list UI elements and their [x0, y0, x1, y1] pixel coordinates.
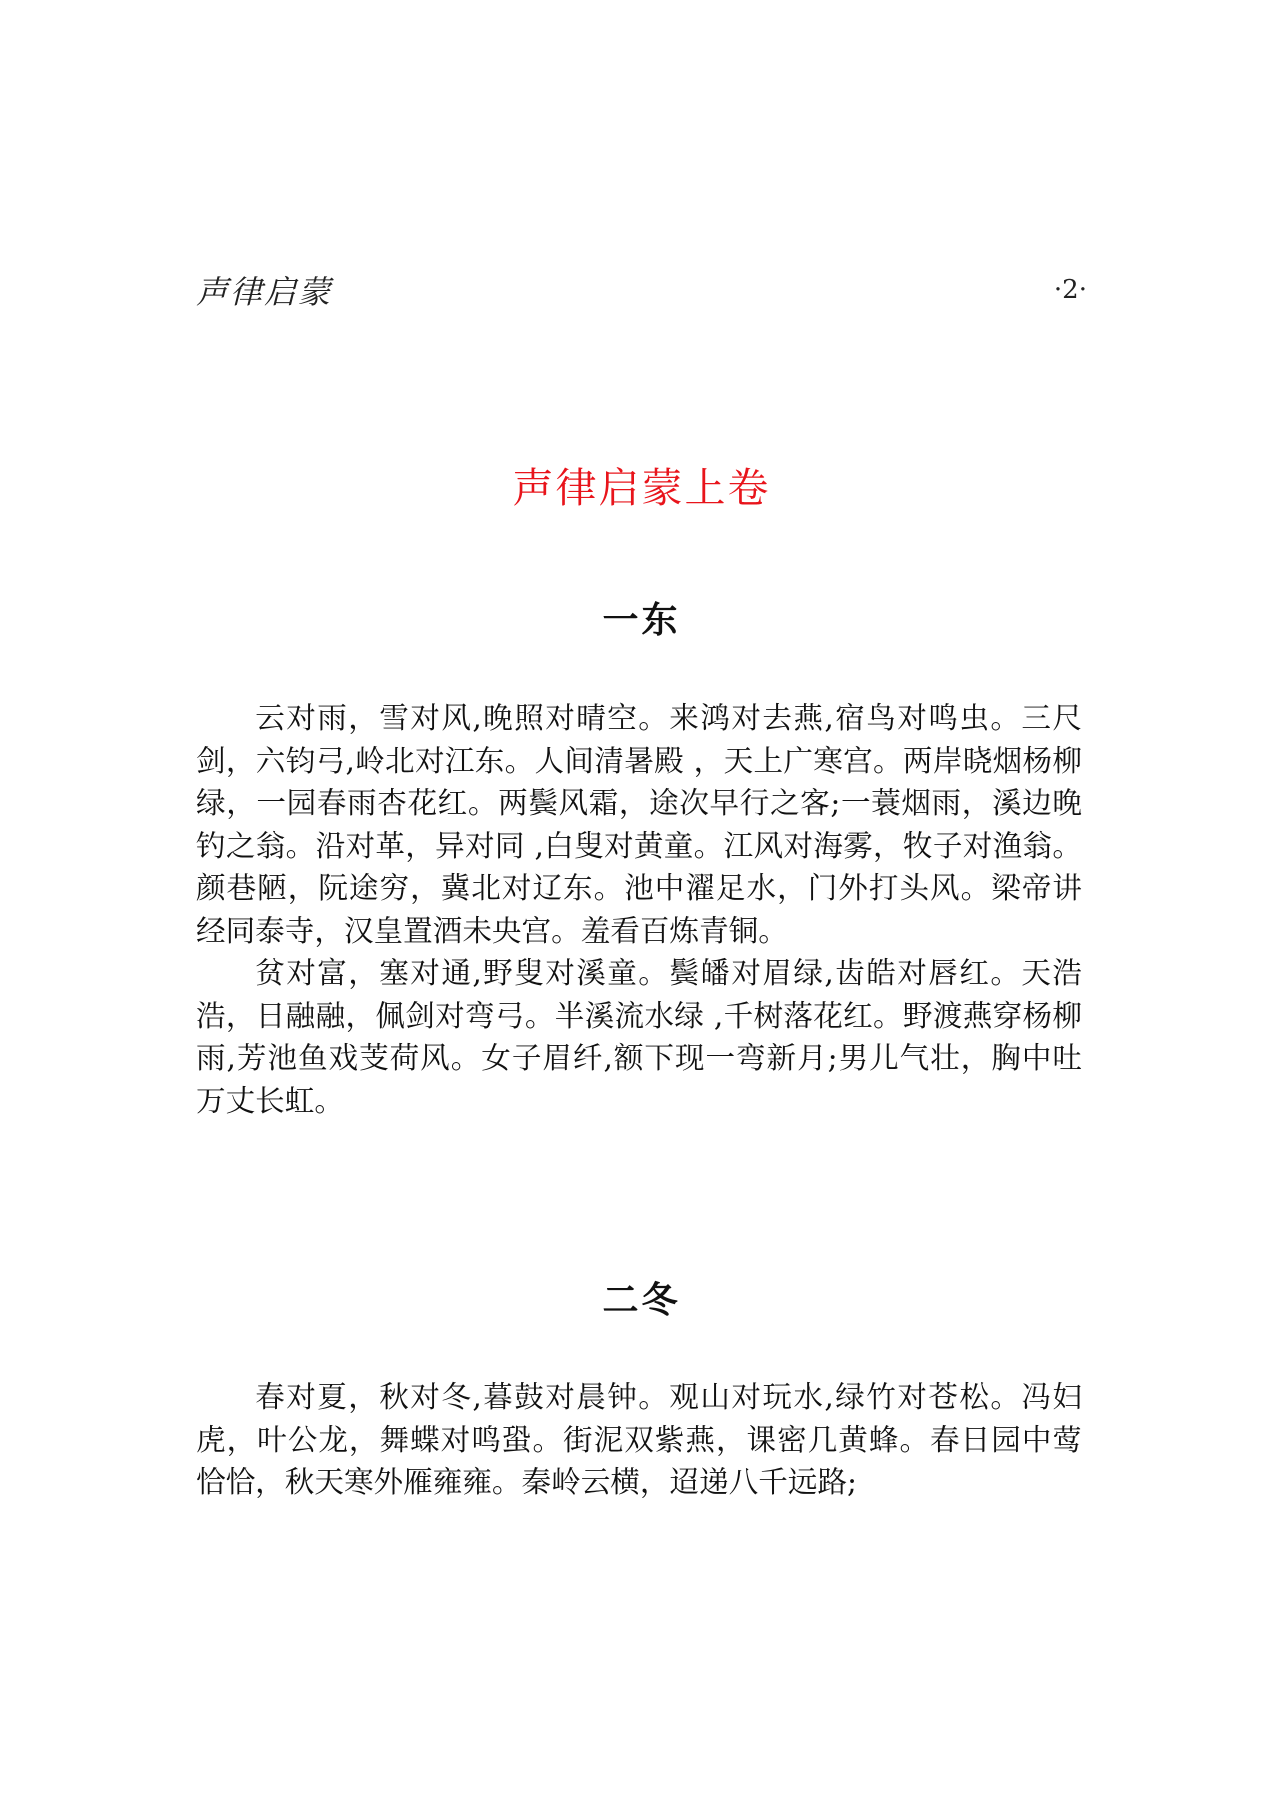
- section-body-erdong: [196, 1376, 1082, 1504]
- paragraph: 云对雨，雪对风,晚照对晴空。来鸿对去燕,宿鸟对鸣虫。三尺剑，六钧弓,岭北对江东。人间清暑殿 ，天上广寒宫。两岸晓烟杨柳绿，一园春雨杏花红。两鬓风霜，途次早行之客;一蓑烟雨，溪边晚钓之翁。沿对革，异对同 ,白叟对黄童。江风对海雾，牧子对渔翁。颜巷陋，阮途穷，冀北对辽东。池中濯足水，门外打头风。梁帝讲经同泰寺，汉皇置酒未央宫。羞看百炼青铜。: [196, 701, 1082, 948]
- paragraph: 贫对富，塞对通,野叟对溪童。鬓皤对眉绿,齿皓对唇红。天浩浩，日融融，佩剑对弯弓。半溪流水绿 ,千树落花红。野渡燕穿杨柳雨,芳池鱼戏芰荷风。女子眉纤,额下现一弯新月;男儿气壮，胸中吐万丈长虹。: [196, 956, 1082, 1118]
- book-title: 声律启蒙: [196, 273, 333, 311]
- section-heading-erdong: 二冬: [602, 1280, 681, 1321]
- section-heading-yidong: 一东: [602, 600, 681, 641]
- page-number: ·2·: [1053, 275, 1087, 305]
- volume-title: 声律启蒙上卷: [512, 464, 771, 512]
- section-body-yidong: [196, 697, 1082, 1122]
- paragraph: 春对夏，秋对冬,暮鼓对晨钟。观山对玩水,绿竹对苍松。冯妇虎，叶公龙，舞蝶对鸣蛩。街泥双紫燕，课密几黄蜂。春日园中莺恰恰，秋天寒外雁雍雍。秦岭云横，迢递八千远路;: [196, 1380, 1082, 1499]
- running-header: [196, 268, 1087, 312]
